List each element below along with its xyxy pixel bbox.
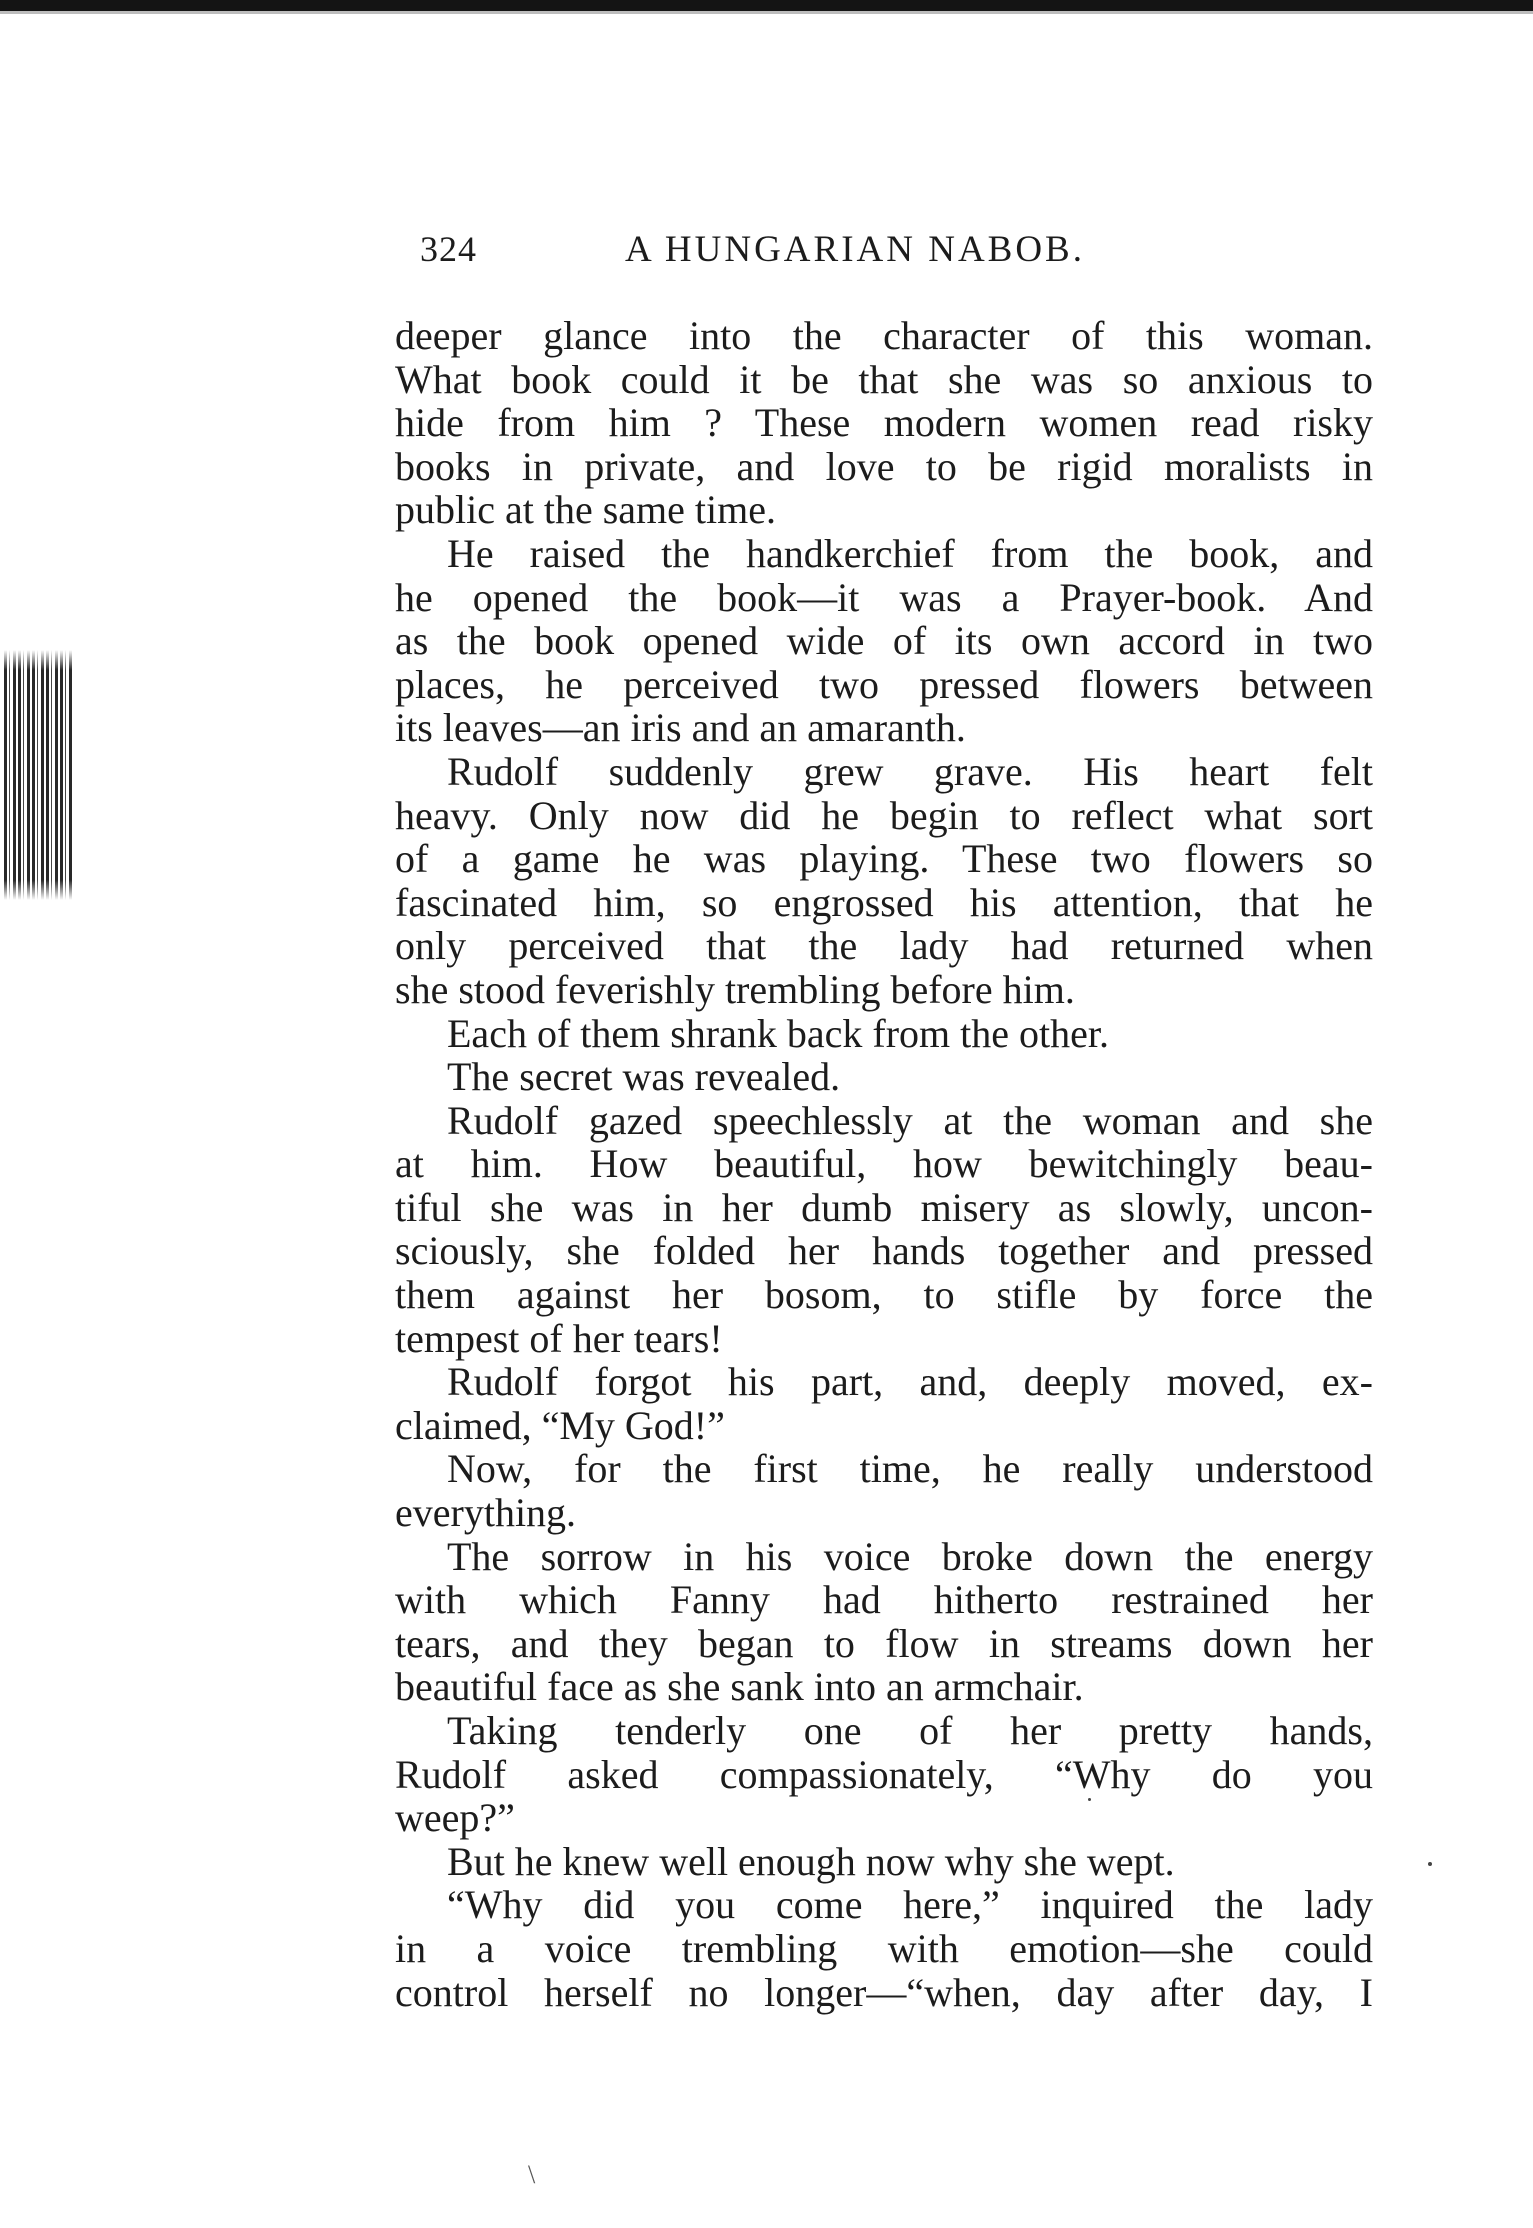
text-line: only perceived that the lady had returned when <box>395 923 1373 969</box>
dust-speck <box>1088 1798 1091 1801</box>
text-line: The secret was revealed. <box>447 1054 841 1100</box>
text-line: But he knew well enough now why she wept. <box>447 1838 1175 1884</box>
text-line: weep?” <box>395 1795 515 1841</box>
text-line: hide from him ? These modern women read risky <box>395 400 1373 446</box>
text-line: claimed, “My God!” <box>395 1402 725 1448</box>
body-text <box>395 314 1373 2014</box>
text-line: Rudolf forgot his part, and, deeply moved, ex- <box>447 1359 1373 1405</box>
text-line: deeper glance into the character of this woman. <box>395 313 1373 358</box>
binding-scan-artifact <box>4 650 72 900</box>
text-line: in a voice trembling with emotion—she could <box>395 1925 1373 1971</box>
text-line: tempest of her tears! <box>395 1315 723 1361</box>
text-line: tears, and they began to flow in streams down her <box>395 1620 1373 1666</box>
text-line: books in private, and love to be rigid moralists in <box>395 443 1373 489</box>
text-line: Rudolf suddenly grew grave. His heart felt <box>447 748 1373 794</box>
text-line: of a game he was playing. These two flowers so <box>395 836 1373 882</box>
text-line: everything. <box>395 1490 577 1536</box>
text-line: Rudolf asked compassionately, “Why do you <box>395 1751 1373 1797</box>
text-line: as the book opened wide of its own accord in two <box>395 618 1373 664</box>
stray-pen-mark: \ <box>528 2160 536 2189</box>
text-line: beautiful face as she sank into an armchair. <box>395 1664 1084 1710</box>
page-top-edge-shadow <box>0 11 1533 14</box>
page-number: 324 <box>420 229 477 269</box>
text-line: he opened the book—it was a Prayer-book. And <box>395 574 1373 620</box>
text-line: public at the same time. <box>395 487 776 533</box>
text-line: control herself no longer—“when, day after day, I <box>395 1969 1373 2015</box>
text-line: Each of them shrank back from the other. <box>447 1010 1109 1056</box>
text-line: she stood feverishly trembling before him. <box>395 966 1075 1012</box>
page-top-edge <box>0 0 1533 11</box>
text-line: He raised the handkerchief from the book, and <box>447 530 1373 576</box>
text-line: Rudolf gazed speechlessly at the woman and she <box>447 1097 1373 1143</box>
text-line: The sorrow in his voice broke down the energy <box>447 1533 1373 1579</box>
running-title: A HUNGARIAN NABOB. <box>625 229 1085 270</box>
text-line: “Why did you come here,” inquired the lady <box>447 1882 1373 1928</box>
text-line: places, he perceived two pressed flowers between <box>395 661 1373 707</box>
text-line: at him. How beautiful, how bewitchingly beau- <box>395 1141 1373 1187</box>
dust-speck <box>1428 1862 1432 1866</box>
text-line: Taking tenderly one of her pretty hands, <box>447 1708 1373 1753</box>
text-line: heavy. Only now did he begin to reflect what sort <box>395 792 1373 838</box>
text-line: What book could it be that she was so anxious to <box>395 356 1373 402</box>
text-line: its leaves—an iris and an amaranth. <box>395 705 966 751</box>
text-line: them against her bosom, to stifle by force the <box>395 1272 1373 1318</box>
text-line: fascinated him, so engrossed his attention, that he <box>395 879 1373 925</box>
text-line: Now, for the first time, he really understood <box>447 1446 1373 1492</box>
text-line: with which Fanny had hitherto restrained her <box>395 1577 1373 1623</box>
page-header <box>420 228 1260 278</box>
text-line: sciously, she folded her hands together and pressed <box>395 1228 1373 1274</box>
text-line: tiful she was in her dumb misery as slowly, uncon- <box>395 1184 1373 1230</box>
